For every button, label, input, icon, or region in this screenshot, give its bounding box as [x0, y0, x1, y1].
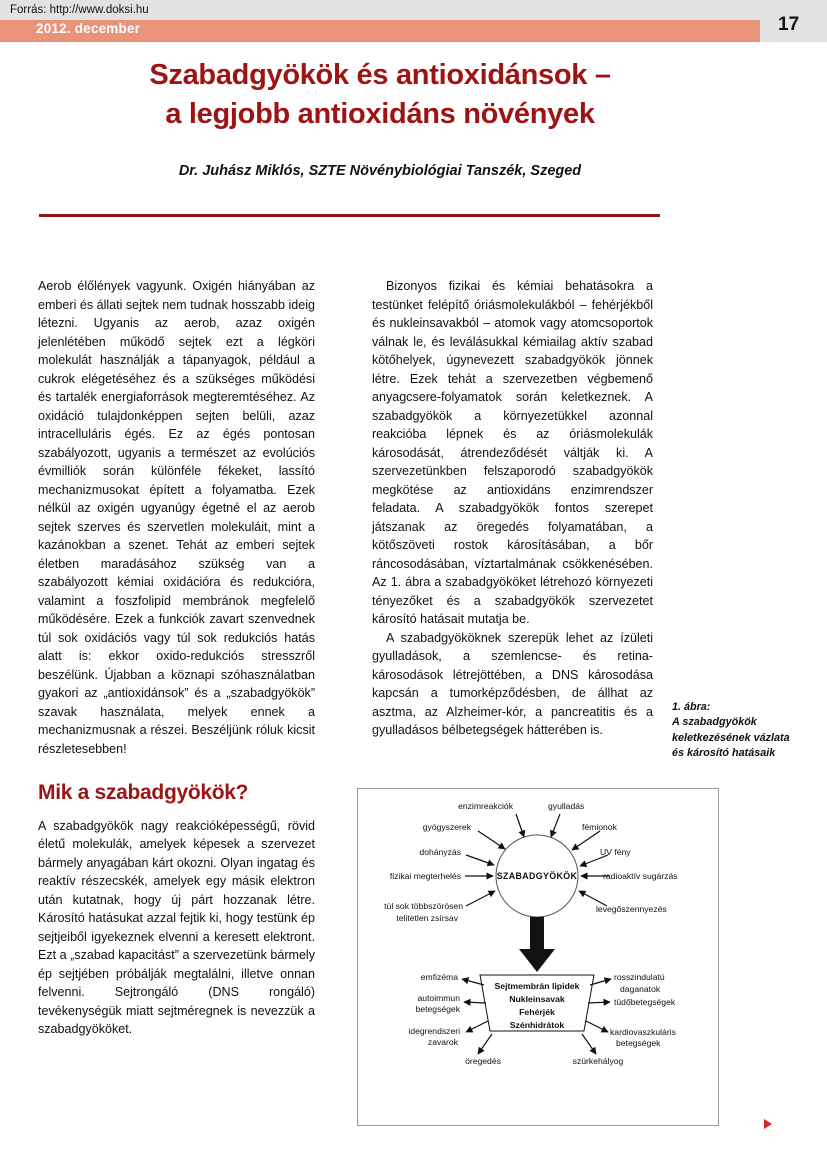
label-sejtmembran-lipidek: Sejtmembrán lipidek	[494, 981, 580, 991]
label-autoimmun: autoimmun	[417, 993, 460, 1003]
section-heading: Mik a szabadgyökök?	[38, 781, 249, 804]
arrow-telitetlen-zsirsav	[466, 891, 495, 906]
arrow-oregedes	[478, 1034, 492, 1054]
arrow-autoimmun	[464, 1002, 486, 1003]
paragraph: Aerob élőlények vagyunk. Oxigén hiányában az emberi és állati sejtek nem tudnak hosszabb ideig létezni. Ugyanis az aerob, azaz oxigén jelenlétében működő sejtek ezt a légköri molekulát használják a tápanyagok, például a cukrok elégetéséhez és a szükséges működési és tartalék energiaforrások megteremtéséhez. Az oxidáció tulajdonképpen sejten belüli, azaz intracelluláris égés. Ez az égés pontosan szabályozott, ugyanis a természet az evolúciós évmilliók során különféle fékeket, lassító mechanizmusokat épített a folyamatba. Ezek nélkül az oxigén ugyanúgy égetné el az aerob sejtek szerves és szervetlen molekuláit, mint a kazánokban a szenet. Tehát az emberi sejtek életben maradásához szükség van a szabályozott kémiai oxidációra és redukcióra, valamint a foszfolipid membránok megfelelő működésére. Ezek a funkciók zavart szenvednek túl sok oxidációs vagy túl sok redukciós hatás alatt is: ekkor oxido-redukciós stresszről beszélünk. Újabban a köznapi szóhasználatban gyakori az „antioxidánsok” és a „szabadgyökök” szavak használata, melyek ennek a mechanizmusnak a részei. Beszéljünk róluk kicsit részletesebben!	[38, 279, 315, 756]
figure-caption-label: 1. ábra:	[672, 701, 711, 713]
arrow-idegrendszeri	[466, 1021, 488, 1032]
arrow-dohanyzas	[466, 855, 494, 865]
arrow-szurkehalyog	[582, 1034, 596, 1054]
label-emfizema: emfizéma	[420, 972, 458, 982]
label-daganatok: daganatok	[620, 984, 661, 994]
label-telitetlen-zsirsav: telitetlen zsírsav	[396, 913, 458, 923]
label-dohanyzas: dohányzás	[419, 847, 461, 857]
arrow-tudobetegsegek	[588, 1002, 610, 1003]
label-szurkehalyog: szürkehályog	[572, 1056, 624, 1066]
label-fizikai-megterheles: fizikai megterhelés	[389, 871, 461, 881]
label-femionok: fémionok	[582, 822, 617, 832]
label-zavarok: zavarok	[427, 1037, 458, 1047]
page-number: 17	[778, 14, 800, 35]
downward-flow-arrow	[519, 917, 555, 972]
label-kardiovaszkularis: kardiovaszkuláris	[610, 1027, 676, 1037]
label-uv-feny: UV fény	[600, 847, 631, 857]
title-line-2: a legjobb antioxidáns növények	[165, 97, 595, 130]
label-radioaktiv-sugarzas: radioaktív sugárzás	[603, 871, 678, 881]
label-tudobetegsegek: tüdőbetegségek	[614, 997, 676, 1007]
source-watermark: Forrás: http://www.doksi.hu	[10, 4, 149, 16]
label-feherjek: Fehérjék	[519, 1007, 555, 1017]
arrow-femionok	[572, 831, 600, 850]
label-betegsegek: betegségek	[415, 1004, 460, 1014]
label-levegoszennyezes: levegőszennyezés	[596, 904, 667, 914]
diagram-svg	[358, 789, 716, 1123]
title-line-1: Szabadgyökök és antioxidánsok –	[149, 59, 611, 91]
figure-1-diagram	[357, 788, 719, 1126]
arrow-gyogyszerek	[478, 831, 505, 849]
body-column-right	[372, 277, 653, 740]
issue-date: 2012. december	[36, 21, 141, 36]
title-divider	[39, 214, 660, 217]
free-radicals-label: SZABADGYÖKÖK	[496, 871, 578, 881]
paragraph: A szabadgyököknek szerepük lehet az ízületi gyulladások, a szemlencse- és retina-károsodások létrejöttében, a DNS károsodása kapcsán a tumorképződésben, de állhat az asztma, az Alzheimer-kór, a pancreatitis és a gyulladásos bélbetegségek hátterében is.	[372, 630, 653, 737]
label-nukleinsavak: Nukleinsavak	[509, 994, 565, 1004]
label-oregedes: öregedés	[465, 1056, 501, 1066]
figure-caption	[672, 700, 792, 761]
body-column-left	[38, 277, 315, 1039]
label-tul-sok-tobbszorosen: túl sok többszörösen	[384, 901, 463, 911]
page-title	[40, 56, 720, 133]
label-idegrendszeri: idegrendszeri	[408, 1026, 460, 1036]
article-byline: Dr. Juhász Miklós, SZTE Növénybiológiai Tanszék, Szeged	[178, 163, 582, 179]
paragraph: A szabadgyökök nagy reakcióképességű, rövid életű molekulák, amelyek képesek a szervezet bármely anyagában kárt okozni. Olyan ingatag és reaktív részecskék, amelyek egy másik elektron után kutatnak, hogy új párt hozzanak létre. Károsító hatásukat azzal fejtik ki, hogy testünk ép sejtjeiből igyekeznek elvenni a keresett elektront. Ezt a „szabad kapacitást” a szervezetünk bármely ép sejtjében próbálják megtalálni, illetve onnan felvenni. Sejtrongáló (DNS rongáló) tevékenységük miatt sejtméregnek is nevezzük a szabadgyököket.	[38, 818, 315, 1037]
label-gyogyszerek: gyógyszerek	[422, 822, 471, 832]
label-enzimreakciok: enzimreakciók	[458, 801, 513, 811]
label-betegsegek-right: betegségek	[616, 1038, 661, 1048]
arrow-kardiovaszkularis	[586, 1021, 608, 1032]
page-end-marker-icon	[764, 1119, 772, 1129]
label-szenhidratok: Szénhidrátok	[509, 1020, 565, 1030]
figure-caption-text: A szabadgyökök keletkezésének vázlata és károsító hatásaik	[672, 716, 790, 759]
arrow-enzimreakciok	[516, 814, 524, 837]
paragraph: Bizonyos fizikai és kémiai behatásokra a testünket felépítő óriásmolekulákból – fehérjékből és nukleinsavakból – atomok vagy atomcsoportok válnak le, és leválásukkal kémiailag aktív szabad kötőhelyek, úgynevezett szabadgyökök jönnek létre. Ezek tehát a szervezetben végbemenő anyagcsere-folyamatok során keletkeznek. A szabadgyökök a környezetükkel azonnal reakcióba lépnek és az óriásmolekulák károsodását, átrendeződését váltják ki. A szervezetünkben felszaporodó szabadgyökök megkötése az antioxidáns enzimrendszer feladata. A szabadgyökök fontos szerepet játszanak az öregedés folyamatában, a kötőszöveti rostok károsításában, a bőr ráncosodásában, víztartalmának csökkenésében. Az 1. ábra a szabadgyököket létrehozó környezeti tényezőket és a szabadgyökök szervezetet károsító hatásait mutatja be.	[372, 279, 653, 626]
label-gyulladas: gyulladás	[548, 801, 585, 811]
label-rosszindulatu: rosszindulatú	[614, 972, 665, 982]
arrow-gyulladas	[551, 814, 560, 837]
